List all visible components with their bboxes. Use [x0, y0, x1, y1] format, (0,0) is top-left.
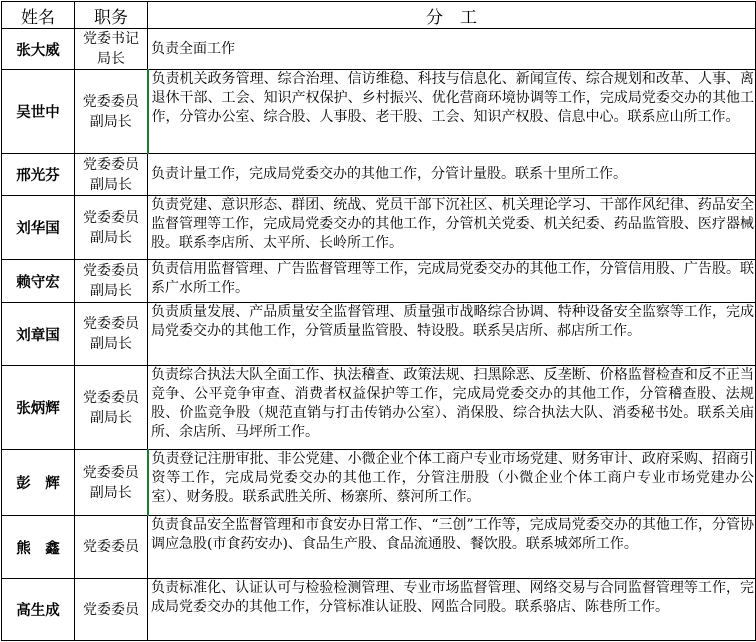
table-row — [2, 154, 756, 196]
official-duty: 负责计量工作，完成局党委交办的其他工作，分管计量股。联系十里所工作。 — [148, 154, 756, 196]
position-line: 局长 — [97, 51, 125, 67]
header-duty: 分 工 — [148, 2, 756, 29]
official-duty: 负责党建、意识形态、群团、统战、党员干部下沉社区、机关理论学习、干部作风纪律、药品安全监督管理等工作，完成局党委交办的其他工作，分管机关党委、机关纪委、药品监管股、医疗器械股。联系李店所、太平所、长岭所工作。 — [148, 196, 756, 260]
official-position — [75, 303, 148, 366]
position-line: 党委委员 — [83, 389, 139, 406]
table-row — [2, 579, 756, 641]
position-line: 副局长 — [90, 176, 132, 193]
position-line: 副局长 — [90, 229, 132, 246]
position-line: 党委委员 — [83, 156, 139, 173]
position-line: 党委委员 — [83, 539, 139, 555]
table-row — [2, 260, 756, 303]
official-name: 赖守宏 — [2, 260, 75, 303]
table-header-row — [2, 2, 756, 29]
official-duty: 负责登记注册审批、非公党建、小微企业个体工商户专业市场党建、财务审计、政府采购、招商引资等工作，完成局党委交办的其他工作，分管注册股（小微企业个体工商户专业市场党建办公室）、财务股。联系武胜关所、杨寨所、蔡河所工作。 — [148, 450, 756, 516]
position-line: 党委委员 — [82, 93, 139, 110]
official-duty: 负责综合执法大队全面工作、执法稽查、政策法规、扫黑除恶、反垄断、价格监督检查和反不正当竞争、公平竞争审查、消费者权益保护等工作，完成局党委交办的其他工作，分管稽查股、法规股、价监竞争股（规范直销与打击传销办公室）、消保股、综合执法大队、消委秘书处。联系关庙所、余店所、马坪所工作。 — [148, 366, 756, 450]
official-position — [75, 450, 148, 516]
position-line: 党委委员 — [83, 316, 139, 332]
header-name: 姓名 — [2, 2, 75, 29]
position-line: 副局长 — [89, 113, 132, 130]
official-name: 彭 辉 — [2, 450, 75, 516]
official-name: 刘章国 — [2, 303, 75, 366]
position-line: 党委委员 — [83, 263, 139, 279]
table-row — [2, 366, 756, 450]
official-position — [75, 196, 148, 260]
official-position — [75, 579, 148, 641]
table-row — [2, 303, 756, 366]
official-name: 张炳辉 — [2, 366, 75, 450]
table-row — [2, 450, 756, 516]
official-name: 刘华国 — [2, 196, 75, 260]
official-name: 熊 鑫 — [2, 516, 75, 579]
position-line: 党委委员 — [82, 464, 139, 481]
header-position: 职务 — [75, 2, 148, 29]
official-duty: 负责信用监督管理、广告监督管理等工作，完成局党委交办的其他工作，分管信用股、广告股。联系广水所工作。 — [148, 260, 756, 303]
position-line: 副局长 — [90, 409, 132, 426]
official-name: 吴世中 — [2, 70, 75, 154]
official-duty: 负责标准化、认证认可与检验检测管理、专业市场监督管理、网络交易与合同监督管理等工作，完成局党委交办的其他工作，分管标准认证股、网监合同股。联系骆店、陈巷所工作。 — [148, 579, 756, 641]
official-position — [75, 516, 148, 579]
official-position — [75, 29, 148, 70]
official-position — [75, 154, 148, 196]
position-line: 副局长 — [89, 484, 132, 501]
table-row — [2, 196, 756, 260]
official-name: 邢光芬 — [2, 154, 75, 196]
official-name: 张大威 — [2, 29, 75, 70]
official-duty: 负责全面工作 — [148, 29, 756, 70]
table-row — [2, 29, 756, 70]
position-line: 党委委员 — [83, 209, 139, 226]
official-duty: 负责食品安全监督管理和市食安办日常工作、“三创”工作等，完成局党委交办的其他工作，分管协调应急股(市食药安办)、食品生产股、食品流通股、餐饮股。联系城郊所工作。 — [148, 516, 756, 579]
table-row — [2, 70, 756, 154]
official-position — [75, 366, 148, 450]
position-line: 党委书记 — [83, 31, 139, 47]
official-position — [75, 260, 148, 303]
duty-assignment-table — [1, 1, 756, 641]
position-line: 副局长 — [90, 336, 132, 352]
official-position — [75, 70, 148, 154]
official-name: 高生成 — [2, 579, 75, 641]
official-duty: 负责机关政务管理、综合治理、信访维稳、科技与信息化、新闻宣传、综合规划和改革、人事、离退休干部、工会、知识产权保护、乡村振兴、优化营商环境协调等工作，完成局党委交办的其他工作，分管办公室、综合股、人事股、老干股、工会、知识产权股、信息中心。联系应山所工作。 — [148, 70, 756, 154]
position-line: 党委委员 — [83, 601, 139, 618]
position-line: 副局长 — [90, 283, 132, 299]
table-row — [2, 516, 756, 579]
official-duty: 负责质量发展、产品质量安全监督管理、质量强市战略综合协调、特种设备安全监察等工作，完成局党委交办的其他工作，分管质量监管股、特设股。联系吴店所、郝店所工作。 — [148, 303, 756, 366]
